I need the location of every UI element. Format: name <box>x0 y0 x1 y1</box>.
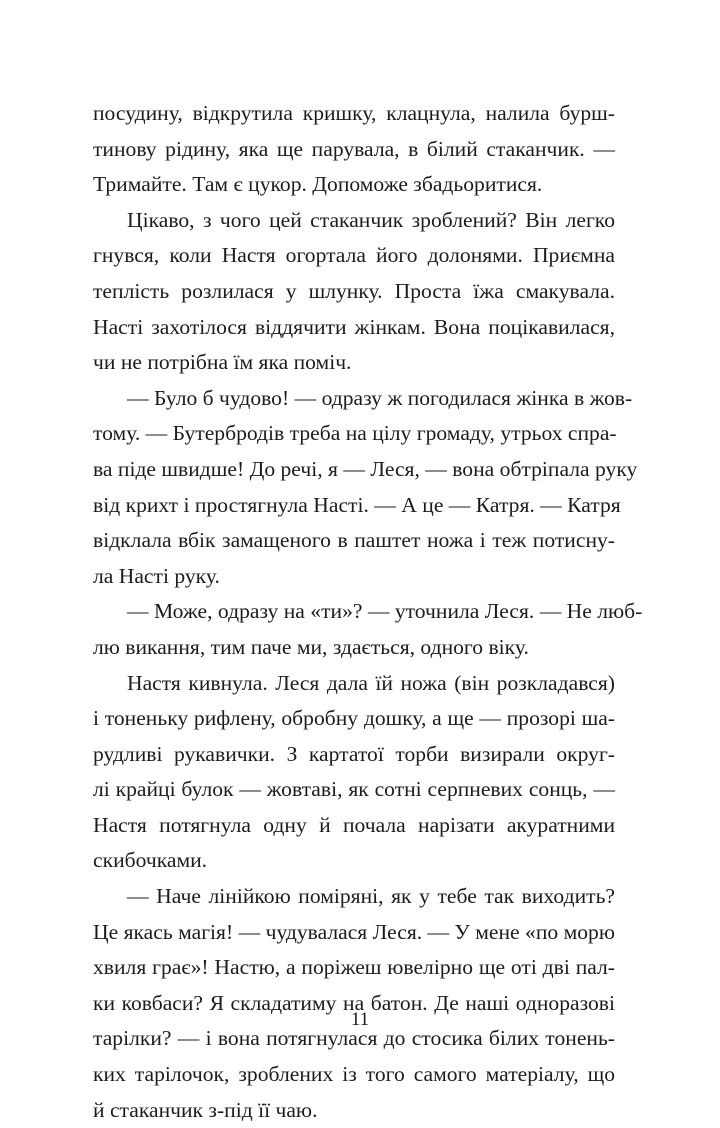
text-line: — Наче лінійкою поміряні, як у тебе так виходить? <box>127 884 615 909</box>
text-line: ких тарілочок, зроблених із того самого матеріалу, що <box>93 1062 615 1087</box>
text-line: Настя кивнула. Леся дала їй ножа (він розкладався) <box>127 670 615 695</box>
text-line: від крихт і простягнула Насті. — А це — Катря. — Катря <box>93 492 621 517</box>
text-line: лю викання, тим паче ми, здається, одного віку. <box>93 634 529 659</box>
text-line: тому. — Бутербродів треба на цілу громаду, утрьох спра- <box>93 421 617 446</box>
text-line: рудливі рукавички. З картатої торби визирали округ- <box>93 741 615 766</box>
text-line: скибочками. <box>93 848 208 873</box>
text-line: — Було б чудово! — одразу ж погодилася жінка в жов- <box>127 385 633 410</box>
text-line: гнувся, коли Настя огортала його долонями. Приємна <box>93 243 615 268</box>
text-line: — Може, одразу на «ти»? — уточнила Леся. — Не люб- <box>127 599 643 624</box>
text-line: і тоненьку рифлену, обробну дошку, а ще — прозорі ша- <box>93 706 615 731</box>
text-line: Тримайте. Там є цукор. Допоможе збадьоритися. <box>93 172 543 197</box>
text-line: посудину, відкрутила кришку, клацнула, налила бурш- <box>93 101 615 125</box>
text-line: ла Насті руку. <box>93 563 220 588</box>
text-line: чи не потрібна їм яка поміч. <box>93 350 352 375</box>
text-line: лі крайці булок — жовтаві, як сотні серпневих сонць, — <box>93 777 615 802</box>
text-line: відклала вбік замащеного в паштет ножа і теж потисну- <box>93 528 615 553</box>
text-line: тинову рідину, яка ще парувала, в білий стаканчик. — <box>93 136 615 161</box>
text-line: теплість розлилася у шлунку. Проста їжа смакувала. <box>93 278 615 303</box>
text-line: й стаканчик з-під її чаю. <box>93 1097 318 1122</box>
text-line: тарілки? — і вона потягнулася до стосика білих тонень- <box>93 1026 615 1051</box>
text-line: Цікаво, з чого цей стаканчик зроблений? Він легко <box>127 207 615 232</box>
text-line: Настя потягнула одну й почала нарізати акуратними <box>93 812 615 837</box>
text-line: ва піде швидше! До речі, я — Леся, — вона обтріпала руку <box>93 456 638 481</box>
page-number: 11 <box>350 1009 370 1030</box>
text-line: Насті захотілося віддячити жінкам. Вона поцікавилася, <box>93 314 615 339</box>
text-line: ки ковбаси? Я складатиму на батон. Де наші одноразові <box>93 990 615 1015</box>
text-line: Це якась магія! — чудувалася Леся. — У мене «по морю <box>93 919 615 944</box>
body-text <box>93 96 643 1128</box>
text-line: хвиля грає»! Настю, а поріжеш ювелірно ще оті дві пал- <box>93 955 615 980</box>
